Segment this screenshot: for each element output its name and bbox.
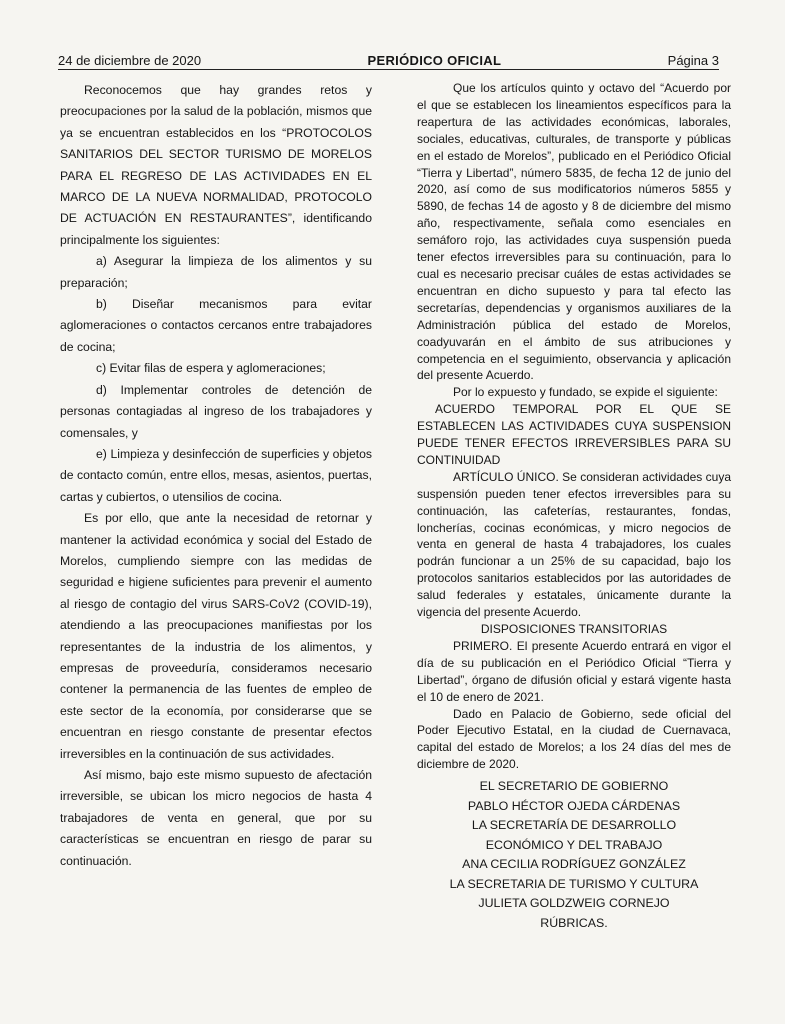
signature-line: RÚBRICAS. <box>540 915 608 930</box>
signature-line: ANA CECILIA RODRÍGUEZ GONZÁLEZ <box>462 857 686 872</box>
paragraph: Por lo expuesto y fundado, se expide el siguiente: <box>453 385 718 400</box>
page-header <box>58 48 719 68</box>
paragraph: Reconocemos que hay grandes retos y preocupaciones por la salud de la población, mismos que ya se encuentran establecidos en los “PROTOCOLOS SANITARIOS DEL SECTOR TURISMO DE MORELOS PARA EL REGRESO DE LAS ACTIVIDADES EN EL MARCO DE LA NUEVA NORMALIDAD, PROTOCOLO DE ACTUACIÓN EN RESTAURANTES”, identificando principalmente los siguientes: <box>60 83 372 247</box>
header-date: 24 de diciembre de 2020 <box>58 53 202 68</box>
left-column <box>60 80 372 872</box>
closing-paragraph: Dado en Palacio de Gobierno, sede oficial del Poder Ejecutivo Estatal, en la ciudad de Cuernavaca, capital del estado de Morelos; a los 24 días del mes de diciembre de 2020. <box>417 706 731 772</box>
signature-block <box>417 777 731 933</box>
list-item-d: d) Implementar controles de detención de personas contagiadas al ingreso de los trabajadores y comensales, y <box>60 382 372 440</box>
paragraph: Así mismo, bajo este mismo supuesto de afectación irreversible, se ubican los micro negocios de hasta 4 trabajadores de venta en general, que por su características se encuentran en riesgo de parar su continuación. <box>60 768 372 868</box>
paragraph: Que los artículos quinto y octavo del “Acuerdo por el que se establecen los lineamientos específicos para la reapertura de las actividades económicas, laborales, sociales, educativas, culturales, de transporte y públicas en el estado de Morelos”, publicado en el Periódico Oficial “Tierra y Libertad”, número 5835, de fecha 12 de junio del 2020, así como de sus modificatorios números 5855 y 5890, de fechas 14 de agosto y 8 de diciembre del mismo año, respectivamente, señala como esenciales en semáforo rojo, las actividades cuya suspensión pueda tener efectos irreversibles para su continuación, para lo cual es necesario precisar cuáles de estas actividades se encuentran en dicho supuesto y para tal efecto las secretarías, dependencias y organismos auxiliares de la Administración pública del estado de Morelos, coadyuvarán en el ámbito de sus atribuciones y competencia en el seguimiento, observancia y aplicación del presente Acuerdo. <box>417 81 731 383</box>
agreement-title: ACUERDO TEMPORAL POR EL QUE SE ESTABLECEN LAS ACTIVIDADES CUYA SUSPENSION PUEDE TENER EFECTOS IRREVERSIBLES PARA SU CONTINUIDAD <box>417 402 731 467</box>
signature-line: LA SECRETARIA DE TURISMO Y CULTURA <box>449 876 699 891</box>
header-publication-title: PERIÓDICO OFICIAL <box>367 53 502 68</box>
signature-line: JULIETA GOLDZWEIG CORNEJO <box>478 896 670 911</box>
list-item-e: e) Limpieza y desinfección de superficies y objetos de contacto común, entre ellos, mesas, asientos, puertas, cartas y cubiertos, o utensilios de cocina. <box>60 446 372 504</box>
paragraph: Es por ello, que ante la necesidad de retornar y mantener la actividad económica y social del Estado de Morelos, cumpliendo siempre con las medidas de seguridad e higiene suficientes para prevenir el aumento al riesgo de contagio del virus SARS-CoV2 (COVID-19), atendiendo a las preocupaciones manifiestas por los representantes de la industria de los alimentos, y empresas de proveeduría, consideramos necesario contener la permanencia de las fuentes de empleo de este sector de la economía, por considerarse que se encuentran en riesgo constante de presentar efectos irreversibles en la continuación de sus actividades. <box>60 511 372 761</box>
header-rule <box>58 69 719 70</box>
list-item-c: c) Evitar filas de espera y aglomeraciones; <box>96 361 326 376</box>
signature-line: PABLO HÉCTOR OJEDA CÁRDENAS <box>467 798 681 813</box>
right-column <box>417 80 731 933</box>
article-text: ARTÍCULO ÚNICO. Se consideran actividades cuya suspensión pueden tener efectos irreversibles para su continuación, las cafeterías, restaurantes, fondas, loncherías, cocinas económicas, y micro negocios de venta en general de hasta 4 trabajadores, los cuales podrán funcionar a un 25% de su capacidad, bajo los protocolos sanitarios establecidos por las autoridades de salud federales y estatales, únicamente durante la vigencia del presente Acuerdo. <box>417 469 731 620</box>
transitory-heading: DISPOSICIONES TRANSITORIAS <box>480 622 668 636</box>
signature-line: ECONÓMICO Y DEL TRABAJO <box>485 837 663 852</box>
signature-line: EL SECRETARIO DE GOBIERNO <box>479 779 669 794</box>
signature-line: LA SECRETARÍA DE DESARROLLO <box>471 818 677 833</box>
list-item-a: a) Asegurar la limpieza de los alimentos y su preparación; <box>60 254 372 290</box>
header-page-number: Página 3 <box>667 53 719 68</box>
list-item-b: b) Diseñar mecanismos para evitar aglomeraciones o contactos cercanos entre trabajadores de cocina; <box>60 297 372 354</box>
transitory-primero: PRIMERO. El presente Acuerdo entrará en vigor el día de su publicación en el Periódico Oficial “Tierra y Libertad”, órgano de difusión oficial y estará vigente hasta el 10 de enero de 2021. <box>417 638 731 704</box>
